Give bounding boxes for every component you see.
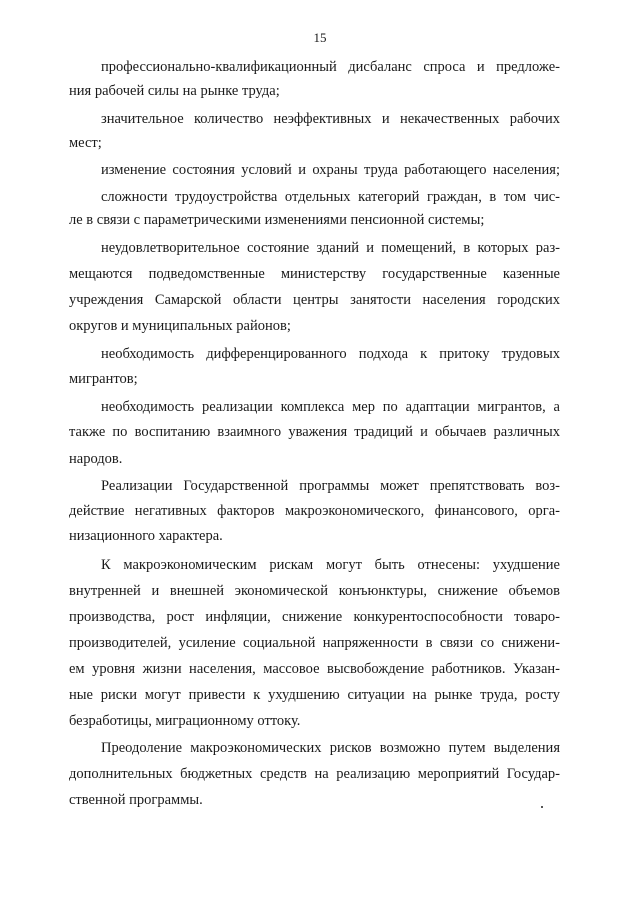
text-line: ем уровня жизни населения, массовое высвобождение работников. Указан- <box>69 661 560 677</box>
scan-speck <box>541 806 543 808</box>
text-line: ле в связи с параметрическими изменениями пенсионной системы; <box>69 212 485 228</box>
page-number: 15 <box>313 30 327 45</box>
text-line: производителей, усиление социальной напряженности в связи со снижени- <box>69 635 560 651</box>
text-line: мещаются подведомственные министерству государственные казенные <box>69 266 560 282</box>
text-line: округов и муниципальных районов; <box>69 318 291 334</box>
text-line: безработицы, миграционному оттоку. <box>69 713 301 729</box>
text-line: дополнительных бюджетных средств на реализацию мероприятий Государ- <box>69 766 560 782</box>
text-line: сложности трудоустройства отдельных категорий граждан, в том чис- <box>101 189 560 205</box>
text-line: производства, рост инфляции, снижение конкурентоспособности товаро- <box>69 609 560 625</box>
text-line: внутренней и внешней экономической конъюнктуры, снижение объемов <box>69 583 560 599</box>
text-line: необходимость дифференцированного подхода к притоку трудовых <box>101 346 560 362</box>
text-line: мигрантов; <box>69 371 138 387</box>
text-line: народов. <box>69 451 123 467</box>
text-line: Преодоление макроэкономических рисков возможно путем выделения <box>101 740 560 756</box>
text-line: ные риски могут привести к ухудшению ситуации на рынке труда, росту <box>69 687 560 703</box>
text-line: необходимость реализации комплекса мер по адаптации мигрантов, а <box>101 399 560 415</box>
text-line: изменение состояния условий и охраны труда работающего населения; <box>101 162 560 178</box>
text-line: профессионально-квалификационный дисбаланс спроса и предложе- <box>101 59 560 75</box>
text-line: также по воспитанию взаимного уважения традиций и обычаев различных <box>69 424 560 440</box>
text-line: низационного характера. <box>69 528 223 544</box>
text-line: действие негативных факторов макроэкономического, финансового, орга- <box>69 503 560 519</box>
text-line: ния рабочей силы на рынке труда; <box>69 83 280 99</box>
text-line: ственной программы. <box>69 792 203 808</box>
text-line: Реализации Государственной программы может препятствовать воз- <box>101 478 560 494</box>
text-line: значительное количество неэффективных и некачественных рабочих <box>101 111 560 127</box>
text-line: К макроэкономическим рискам могут быть отнесены: ухудшение <box>101 557 560 573</box>
text-line: учреждения Самарской области центры занятости населения городских <box>69 292 560 308</box>
text-line: неудовлетворительное состояние зданий и помещений, в которых раз- <box>101 240 560 256</box>
text-line: мест; <box>69 135 102 151</box>
